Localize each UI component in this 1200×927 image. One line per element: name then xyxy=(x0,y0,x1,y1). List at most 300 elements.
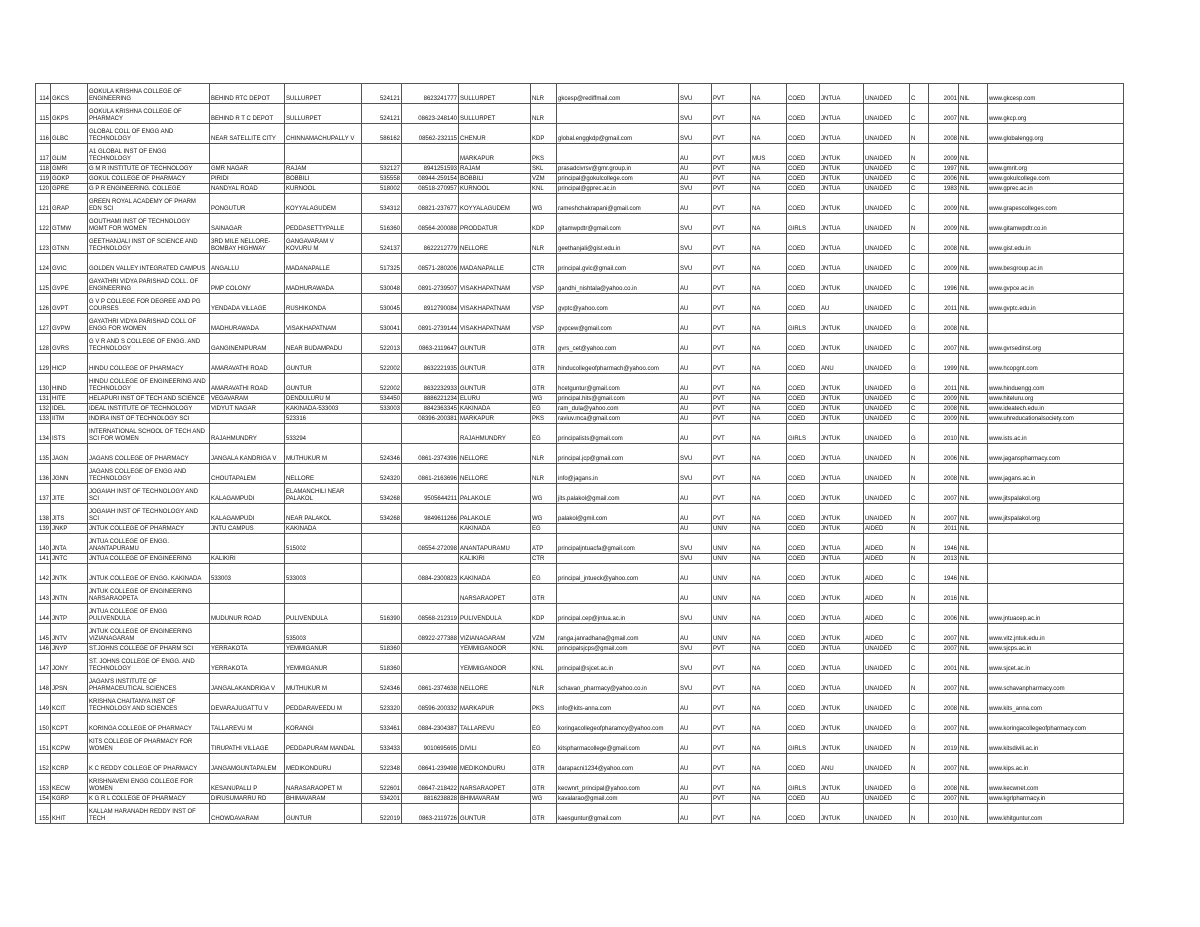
inst-code-cell: JITS xyxy=(51,504,88,524)
inst-code-cell: GTMW xyxy=(51,214,88,234)
address1-cell: CHOUTAPALEM xyxy=(210,464,285,484)
aided-cell: AIDED xyxy=(864,624,910,644)
address1-cell: YERRAKOTA xyxy=(210,654,285,674)
table-row xyxy=(36,674,1124,694)
website-cell xyxy=(988,564,1124,584)
minority-cell: NA xyxy=(751,804,787,824)
affiliation-cell: JNTUK xyxy=(820,564,864,584)
address1-cell: NANDYAL ROAD xyxy=(210,184,285,194)
table-row xyxy=(36,644,1124,654)
address1-cell: VIDYUT NAGAR xyxy=(210,404,285,414)
phone-cell: 0861-2163696 xyxy=(402,464,459,484)
affiliation-cell: ANU xyxy=(820,354,864,374)
website-cell xyxy=(988,144,1124,164)
address2-cell: 533294 xyxy=(285,424,362,444)
type-cell: UNIV xyxy=(712,564,751,584)
address1-cell xyxy=(210,584,285,604)
minority-cell: NA xyxy=(751,464,787,484)
website-cell: www.gvpce.ac.in xyxy=(988,274,1124,294)
region-cell: SVU xyxy=(679,654,712,674)
college-name-cell: JNTUA COLLEGE OF ENGG PULIVENDULA xyxy=(88,604,210,624)
category-cell: C xyxy=(910,164,929,174)
serial-no-cell: 132 xyxy=(36,404,51,414)
email-cell: ranga.janradhana@gmail.com xyxy=(557,624,679,644)
category-cell: C xyxy=(910,564,929,584)
place-cell: KOYYALAGUDEM xyxy=(459,194,531,214)
address2-cell: PULIVENDULA xyxy=(285,604,362,624)
aided-cell: UNAIDED xyxy=(864,794,910,804)
address2-cell: MADHURAWADA xyxy=(285,274,362,294)
affiliation-cell: JNTUA xyxy=(820,184,864,194)
website-cell xyxy=(988,584,1124,604)
nil-cell: NIL xyxy=(959,144,988,164)
year-cell: 2007 xyxy=(929,754,959,774)
address1-cell: KALAGAMPUDI xyxy=(210,484,285,504)
region-cell: AU xyxy=(679,194,712,214)
nil-cell: NIL xyxy=(959,714,988,734)
coed-cell: COED xyxy=(787,354,820,374)
type-cell: PVT xyxy=(712,464,751,484)
address1-cell xyxy=(210,624,285,644)
category-cell: G xyxy=(910,314,929,334)
region-cell: AU xyxy=(679,564,712,584)
coed-cell: COED xyxy=(787,124,820,144)
region-cell: SVU xyxy=(679,554,712,564)
phone-cell: 08821-237677 xyxy=(402,194,459,214)
district-cell: KNL xyxy=(531,654,557,674)
pincode-cell: 530041 xyxy=(362,314,402,334)
website-cell xyxy=(988,534,1124,554)
pincode-cell: 522002 xyxy=(362,374,402,394)
coed-cell: COED xyxy=(787,584,820,604)
address1-cell: JNTU CAMPUS xyxy=(210,524,285,534)
table-row xyxy=(36,794,1124,804)
phone-cell: 0861-2374396 xyxy=(402,444,459,464)
year-cell: 2008 xyxy=(929,404,959,414)
type-cell: UNIV xyxy=(712,524,751,534)
website-cell: www.hcopgnt.com xyxy=(988,354,1124,374)
email-cell xyxy=(557,104,679,124)
college-name-cell: INDIRA INST OF TECHNOLOGY SCI xyxy=(88,414,210,424)
year-cell: 2016 xyxy=(929,584,959,604)
address2-cell: GANGAVARAM V KOVURU M xyxy=(285,234,362,254)
aided-cell: UNAIDED xyxy=(864,374,910,394)
pincode-cell: 533003 xyxy=(362,404,402,414)
nil-cell: NIL xyxy=(959,104,988,124)
region-cell: AU xyxy=(679,694,712,714)
address2-cell: GUNTUR xyxy=(285,374,362,394)
minority-cell: NA xyxy=(751,644,787,654)
address1-cell: PMP COLONY xyxy=(210,274,285,294)
website-cell: www.sjcet.ac.in xyxy=(988,654,1124,674)
email-cell: principalsjcps@gmail.com xyxy=(557,644,679,654)
aided-cell: UNAIDED xyxy=(864,804,910,824)
type-cell: PVT xyxy=(712,194,751,214)
phone-cell: 9505644211 xyxy=(402,484,459,504)
table-row xyxy=(36,274,1124,294)
category-cell: N xyxy=(910,464,929,484)
minority-cell: NA xyxy=(751,394,787,404)
district-cell: NLR xyxy=(531,674,557,694)
aided-cell: UNAIDED xyxy=(864,334,910,354)
place-cell: MADANAPALLE xyxy=(459,254,531,274)
address1-cell: RAJAHMUNDRY xyxy=(210,424,285,444)
email-cell: ram_dula@yahoo.com xyxy=(557,404,679,414)
serial-no-cell: 125 xyxy=(36,274,51,294)
aided-cell: UNAIDED xyxy=(864,774,910,794)
website-cell: www.ists.ac.in xyxy=(988,424,1124,444)
college-name-cell: GAYATHRI VIDYA PARISHAD COLL OF ENGG FOR WOMEN xyxy=(88,314,210,334)
nil-cell: NIL xyxy=(959,754,988,774)
phone-cell: 8912790084 xyxy=(402,294,459,314)
category-cell: C xyxy=(910,174,929,184)
email-cell: gvpcew@gmail.com xyxy=(557,314,679,334)
minority-cell: NA xyxy=(751,214,787,234)
minority-cell: NA xyxy=(751,694,787,714)
address2-cell: MADANAPALLE xyxy=(285,254,362,274)
place-cell: NELLORE xyxy=(459,674,531,694)
pincode-cell xyxy=(362,534,402,554)
nil-cell: NIL xyxy=(959,314,988,334)
pincode-cell: 524320 xyxy=(362,464,402,484)
coed-cell: COED xyxy=(787,604,820,624)
phone-cell: 08641-239498 xyxy=(402,754,459,774)
inst-code-cell: JAGN xyxy=(51,444,88,464)
category-cell: C xyxy=(910,184,929,194)
table-row xyxy=(36,484,1124,504)
category-cell: N xyxy=(910,144,929,164)
address2-cell: MUTHUKUR M xyxy=(285,674,362,694)
type-cell: PVT xyxy=(712,694,751,714)
region-cell: SVU xyxy=(679,464,712,484)
pincode-cell: 534268 xyxy=(362,504,402,524)
address2-cell: MEDIKONDURU xyxy=(285,754,362,774)
address1-cell: DEVARAJUGATTU V xyxy=(210,694,285,714)
inst-code-cell: ISTS xyxy=(51,424,88,444)
email-cell: raviuv.mca@gmail.com xyxy=(557,414,679,424)
college-name-cell: HINDU COLLEGE OF PHARMACY xyxy=(88,354,210,374)
address2-cell: 523316 xyxy=(285,414,362,424)
serial-no-cell: 135 xyxy=(36,444,51,464)
affiliation-cell: JNTUK xyxy=(820,314,864,334)
pincode-cell: 524346 xyxy=(362,444,402,464)
table-row xyxy=(36,234,1124,254)
address2-cell: KORANGI xyxy=(285,714,362,734)
serial-no-cell: 133 xyxy=(36,414,51,424)
minority-cell: NA xyxy=(751,194,787,214)
address2-cell: NARASARAOPET M xyxy=(285,774,362,794)
minority-cell: NA xyxy=(751,404,787,414)
type-cell: PVT xyxy=(712,484,751,504)
type-cell: PVT xyxy=(712,734,751,754)
place-cell: GUNTUR xyxy=(459,334,531,354)
inst-code-cell: JNTV xyxy=(51,624,88,644)
coed-cell: GIRLS xyxy=(787,214,820,234)
email-cell: gvptc@yahoo.com xyxy=(557,294,679,314)
coed-cell: COED xyxy=(787,164,820,174)
inst-code-cell: GLBC xyxy=(51,124,88,144)
email-cell: principal@gokulcollege.com xyxy=(557,174,679,184)
inst-code-cell: KCRP xyxy=(51,754,88,774)
coed-cell: COED xyxy=(787,534,820,554)
aided-cell: UNAIDED xyxy=(864,174,910,184)
address1-cell: AMARAVATHI ROAD xyxy=(210,354,285,374)
serial-no-cell: 152 xyxy=(36,754,51,774)
region-cell: AU xyxy=(679,414,712,424)
pincode-cell: 530048 xyxy=(362,274,402,294)
aided-cell: UNAIDED xyxy=(864,504,910,524)
address1-cell: MADHURAWADA xyxy=(210,314,285,334)
inst-code-cell: JNTN xyxy=(51,584,88,604)
region-cell: AU xyxy=(679,794,712,804)
pincode-cell: 534268 xyxy=(362,484,402,504)
college-name-cell: JNTUA COLLEGE OF ENGINEERING xyxy=(88,554,210,564)
place-cell: NARSARAOPET xyxy=(459,774,531,794)
college-name-cell: G V P COLLEGE FOR DEGREE AND PG COURSES xyxy=(88,294,210,314)
district-cell: VZM xyxy=(531,174,557,184)
region-cell: AU xyxy=(679,334,712,354)
phone-cell: 08554-272098 xyxy=(402,534,459,554)
website-cell: www.hiteluru.org xyxy=(988,394,1124,404)
place-cell: PALAKOLE xyxy=(459,484,531,504)
affiliation-cell: JNTUA xyxy=(820,644,864,654)
type-cell: PVT xyxy=(712,374,751,394)
district-cell: GTR xyxy=(531,584,557,604)
address1-cell: YERRAKOTA xyxy=(210,644,285,654)
address1-cell: KALIKIRI xyxy=(210,554,285,564)
minority-cell: NA xyxy=(751,794,787,804)
type-cell: UNIV xyxy=(712,534,751,554)
place-cell: GUNTUR xyxy=(459,354,531,374)
type-cell: PVT xyxy=(712,504,751,524)
minority-cell: NA xyxy=(751,294,787,314)
serial-no-cell: 138 xyxy=(36,504,51,524)
address2-cell: 515002 xyxy=(285,534,362,554)
year-cell: 2011 xyxy=(929,294,959,314)
category-cell: C xyxy=(910,254,929,274)
category-cell: C xyxy=(910,234,929,254)
year-cell: 2007 xyxy=(929,104,959,124)
district-cell: KNL xyxy=(531,644,557,654)
table-row xyxy=(36,334,1124,354)
website-cell: www.kecwnet.com xyxy=(988,774,1124,794)
website-cell xyxy=(988,524,1124,534)
inst-code-cell: JNKP xyxy=(51,524,88,534)
website-cell: www.jitspalakol.org xyxy=(988,484,1124,504)
year-cell: 2019 xyxy=(929,734,959,754)
nil-cell: NIL xyxy=(959,124,988,144)
address1-cell: VEGAVARAM xyxy=(210,394,285,404)
email-cell: kavalarao@gmail.com xyxy=(557,794,679,804)
minority-cell: NA xyxy=(751,714,787,734)
table-row xyxy=(36,144,1124,164)
district-cell: KDP xyxy=(531,604,557,624)
aided-cell: UNAIDED xyxy=(864,234,910,254)
affiliation-cell: JNTUK xyxy=(820,584,864,604)
category-cell: N xyxy=(910,584,929,604)
pincode-cell: 518360 xyxy=(362,654,402,674)
phone-cell: 08564-200088 xyxy=(402,214,459,234)
affiliation-cell: JNTUK xyxy=(820,714,864,734)
minority-cell: NA xyxy=(751,274,787,294)
minority-cell: NA xyxy=(751,564,787,584)
email-cell: principal.jcp@gmail.com xyxy=(557,444,679,464)
affiliation-cell: JNTUK xyxy=(820,734,864,754)
email-cell: info@kits-anna.com xyxy=(557,694,679,714)
email-cell: principal@gprec.ac.in xyxy=(557,184,679,194)
serial-no-cell: 151 xyxy=(36,734,51,754)
place-cell: VISAKHAPATNAM xyxy=(459,294,531,314)
district-cell: PKS xyxy=(531,694,557,714)
serial-no-cell: 127 xyxy=(36,314,51,334)
phone-cell: 08596-200332 xyxy=(402,694,459,714)
minority-cell: NA xyxy=(751,554,787,564)
phone-cell: 08647-218422 xyxy=(402,774,459,794)
minority-cell: NA xyxy=(751,104,787,124)
affiliation-cell: JNTUK xyxy=(820,374,864,394)
place-cell: KAKINADA xyxy=(459,404,531,414)
affiliation-cell: JNTUK xyxy=(820,424,864,444)
website-cell: www.gitamwpdtr.co.in xyxy=(988,214,1124,234)
category-cell: C xyxy=(910,84,929,104)
aided-cell: UNAIDED xyxy=(864,314,910,334)
coed-cell: COED xyxy=(787,554,820,564)
type-cell: UNIV xyxy=(712,624,751,644)
pincode-cell: 523320 xyxy=(362,694,402,714)
inst-code-cell: GTNN xyxy=(51,234,88,254)
college-name-cell: A1 GLOBAL INST OF ENGG TECHNOLOGY xyxy=(88,144,210,164)
district-cell: CTR xyxy=(531,254,557,274)
table-row xyxy=(36,754,1124,774)
coed-cell: COED xyxy=(787,234,820,254)
inst-code-cell: JITE xyxy=(51,484,88,504)
table-row xyxy=(36,694,1124,714)
aided-cell: AIDED xyxy=(864,564,910,584)
region-cell: AU xyxy=(679,714,712,734)
nil-cell: NIL xyxy=(959,334,988,354)
college-name-cell: JNTUK COLLEGE OF ENGINEERING VIZIANAGARAM xyxy=(88,624,210,644)
website-cell: www.kitsdivili.ac.in xyxy=(988,734,1124,754)
nil-cell: NIL xyxy=(959,424,988,444)
address1-cell xyxy=(210,144,285,164)
coed-cell: COED xyxy=(787,654,820,674)
serial-no-cell: 140 xyxy=(36,534,51,554)
region-cell: SVU xyxy=(679,254,712,274)
table-row xyxy=(36,424,1124,444)
region-cell: SVU xyxy=(679,184,712,194)
type-cell: PVT xyxy=(712,444,751,464)
region-cell: AU xyxy=(679,584,712,604)
place-cell: KALIKIRI xyxy=(459,554,531,564)
aided-cell: UNAIDED xyxy=(864,214,910,234)
year-cell: 2009 xyxy=(929,414,959,424)
category-cell: C xyxy=(910,644,929,654)
nil-cell: NIL xyxy=(959,674,988,694)
place-cell: YEMMIGANOOR xyxy=(459,654,531,674)
serial-no-cell: 126 xyxy=(36,294,51,314)
inst-code-cell: KHIT xyxy=(51,804,88,824)
college-name-cell: HELAPURI INST OF TECH AND SCIENCE xyxy=(88,394,210,404)
type-cell: PVT xyxy=(712,214,751,234)
district-cell: EG xyxy=(531,564,557,584)
pincode-cell: 530045 xyxy=(362,294,402,314)
place-cell: NARSARAOPET xyxy=(459,584,531,604)
region-cell: SVU xyxy=(679,534,712,554)
college-name-cell: GOLDEN VALLEY INTEGRATED CAMPUS xyxy=(88,254,210,274)
website-cell xyxy=(988,554,1124,564)
inst-code-cell: KCPW xyxy=(51,734,88,754)
pincode-cell: 522019 xyxy=(362,804,402,824)
year-cell: 2008 xyxy=(929,314,959,334)
college-name-cell: GAYATHRI VIDYA PARISHAD COLL. OF ENGINEERING xyxy=(88,274,210,294)
pincode-cell xyxy=(362,424,402,444)
website-cell: www.gkcp.org xyxy=(988,104,1124,124)
address1-cell: BEHIND RTC DEPOT xyxy=(210,84,285,104)
coed-cell: COED xyxy=(787,334,820,354)
region-cell: AU xyxy=(679,484,712,504)
affiliation-cell: JNTUK xyxy=(820,624,864,644)
minority-cell: NA xyxy=(751,84,787,104)
serial-no-cell: 137 xyxy=(36,484,51,504)
phone-cell: 0884-2304387 xyxy=(402,714,459,734)
aided-cell: UNAIDED xyxy=(864,734,910,754)
coed-cell: COED xyxy=(787,294,820,314)
region-cell: AU xyxy=(679,164,712,174)
region-cell: SVU xyxy=(679,674,712,694)
address2-cell: NELLORE xyxy=(285,464,362,484)
address1-cell: JANGAMGUNTAPALEM xyxy=(210,754,285,774)
college-name-cell: JNTUK COLLEGE OF ENGG. KAKINADA xyxy=(88,564,210,584)
year-cell: 1946 xyxy=(929,564,959,584)
place-cell: ELURU xyxy=(459,394,531,404)
phone-cell: 0884-2300823 xyxy=(402,564,459,584)
website-cell: www.jagans.ac.in xyxy=(988,464,1124,484)
year-cell: 2010 xyxy=(929,424,959,444)
affiliation-cell: JNTUA xyxy=(820,214,864,234)
email-cell: kitspharmacollege@gmail.com xyxy=(557,734,679,754)
phone-cell: 8842363345 xyxy=(402,404,459,414)
affiliation-cell: JNTUK xyxy=(820,804,864,824)
minority-cell: NA xyxy=(751,374,787,394)
college-name-cell: INTERNATIONAL SCHOOL OF TECH AND SCI FOR WOMEN xyxy=(88,424,210,444)
minority-cell: NA xyxy=(751,734,787,754)
affiliation-cell: JNTUK xyxy=(820,274,864,294)
minority-cell: NA xyxy=(751,534,787,554)
minority-cell: NA xyxy=(751,234,787,254)
coed-cell: COED xyxy=(787,184,820,194)
phone-cell xyxy=(402,654,459,674)
year-cell: 2001 xyxy=(929,84,959,104)
address1-cell: MUDUNUR ROAD xyxy=(210,604,285,624)
inst-code-cell: JNTC xyxy=(51,554,88,564)
serial-no-cell: 123 xyxy=(36,234,51,254)
affiliation-cell: ANU xyxy=(820,754,864,774)
website-cell: www.vitz.jntuk.edu.in xyxy=(988,624,1124,644)
minority-cell: MUS xyxy=(751,144,787,164)
nil-cell: NIL xyxy=(959,604,988,624)
type-cell: PVT xyxy=(712,674,751,694)
type-cell: PVT xyxy=(712,234,751,254)
category-cell: C xyxy=(910,414,929,424)
table-row xyxy=(36,374,1124,394)
category-cell: G xyxy=(910,774,929,794)
place-cell: BOBBILI xyxy=(459,174,531,184)
pincode-cell xyxy=(362,624,402,644)
coed-cell: COED xyxy=(787,484,820,504)
serial-no-cell: 134 xyxy=(36,424,51,444)
table-row xyxy=(36,354,1124,374)
affiliation-cell: JNTUA xyxy=(820,604,864,624)
